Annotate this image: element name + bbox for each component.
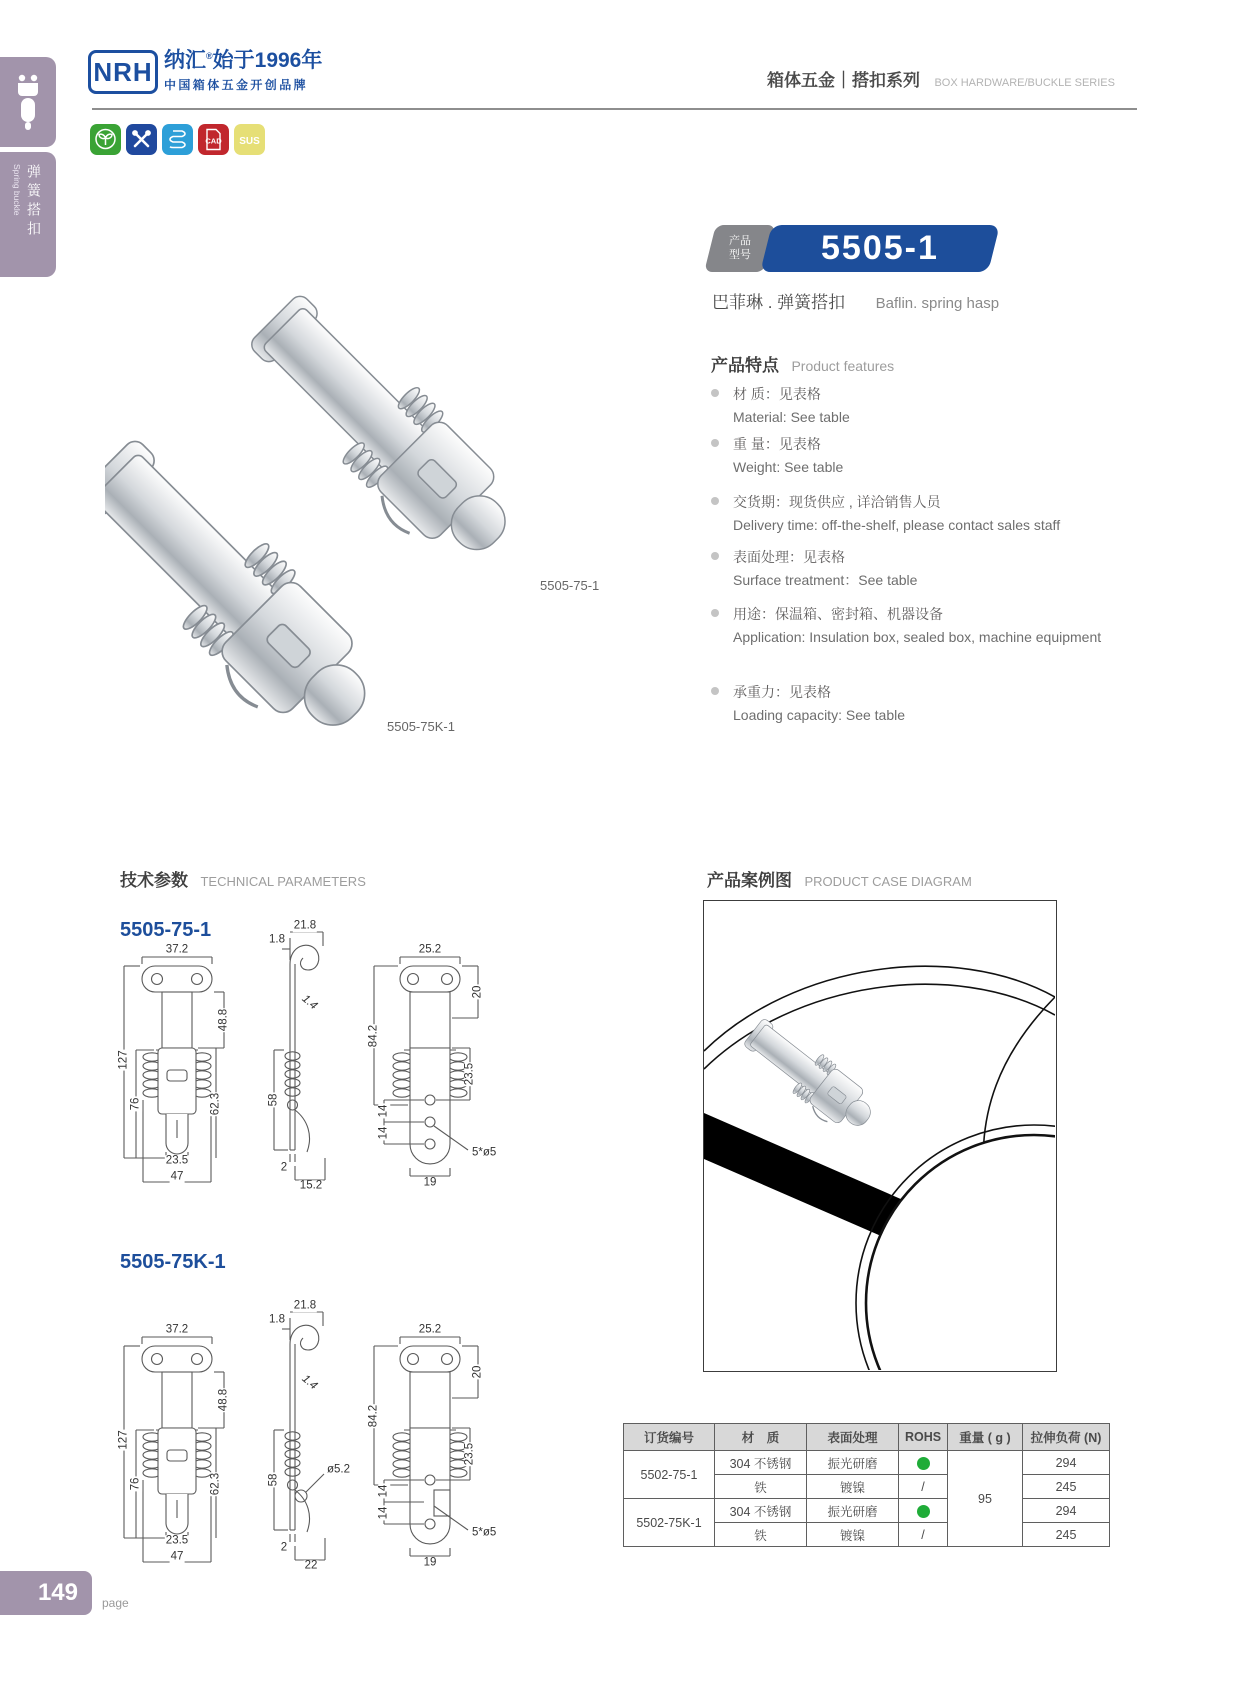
order-no-cell: 5502-75-1 [624,1451,715,1499]
dim-label: 14 [377,1484,390,1498]
rohs-pass-dot [917,1457,930,1470]
dim-label: 62.3 [209,1472,222,1496]
table-row: 铁 镀镍 / 245 [624,1475,1110,1499]
case-diagram-title [707,866,972,891]
dim-label: 127 [117,1050,130,1070]
product-name [712,288,999,313]
brand-text [164,49,322,93]
dim-label: 14 [377,1104,390,1118]
sidebar-category-label-cn: 弹簧搭扣 [26,164,42,240]
model-number: 5505-1 [821,229,939,267]
series-header [767,66,1115,91]
dim-label: 58 [267,1473,280,1487]
dim-label: 47 [170,1170,184,1183]
rohs-pass-dot [917,1505,930,1518]
sus-icon [234,124,265,155]
dim-label: 23.5 [165,1154,189,1167]
dim-label: 127 [117,1430,130,1450]
col-weight: 重量 ( g ) [948,1424,1023,1451]
photo-label: 5505-75-1 [540,578,600,593]
feature-icons-row [90,124,265,155]
bullet-icon [711,609,719,617]
tech-params-title [120,866,366,891]
dim-label: 5*ø5 [472,1146,497,1159]
technical-drawing-5505-75K-1 [112,1280,512,1570]
rohs-cell: / [899,1523,948,1547]
sidebar-category-tab [0,152,56,277]
dim-label: 47 [170,1550,184,1563]
model-number-badge [760,225,1000,272]
bullet-icon [711,552,719,560]
bullet-icon [711,439,719,447]
series-title-cn: 箱体五金｜搭扣系列 [767,71,920,90]
col-rohs: ROHS [899,1424,948,1451]
features-title-cn: 产品特点 [711,356,779,375]
col-material: 材 质 [715,1424,807,1451]
features-title-en: Product features [791,358,895,374]
header-divider [92,108,1137,110]
dim-label: 15.2 [299,1179,323,1192]
dim-label: 25.2 [418,943,442,956]
table-header-row [624,1424,1110,1451]
dim-label: 19 [423,1556,437,1569]
spec-table [623,1423,1110,1547]
feature-item: 承重力：见表格 Loading capacity: See table [711,682,1123,724]
product-name-en: Baflin. spring hasp [875,295,1000,312]
product-case-diagram [703,900,1057,1372]
dim-label: 2 [280,1161,288,1174]
table-row: 5502-75-1 304 不锈钢 振光研磨 95 294 [624,1451,1110,1475]
rohs-cell: / [899,1475,948,1499]
drawing-model-heading: 5505-75-1 [120,919,212,941]
rohs-cell [899,1451,948,1475]
dim-label: 21.8 [293,919,317,932]
case-title-en: PRODUCT CASE DIAGRAM [804,874,972,889]
dim-label: 21.8 [293,1299,317,1312]
feature-item: 用途：保温箱、密封箱、机器设备 Application: Insulation box, sealed box, machine equipment [711,604,1123,646]
dim-label: ø5.2 [327,1463,351,1476]
nrh-logo [88,50,158,94]
dim-label: 20 [471,985,484,999]
dim-label: 5*ø5 [472,1526,497,1539]
dim-label: 2 [280,1541,288,1554]
col-surface: 表面处理 [807,1424,899,1451]
dim-label: 84.2 [367,1404,380,1428]
photo-label: 5505-75K-1 [387,719,455,734]
dim-label: 22 [304,1559,318,1572]
dim-label: 37.2 [165,1323,189,1336]
page-number: 149 [37,1579,78,1606]
dim-label: 84.2 [367,1024,380,1048]
dim-label: 25.2 [418,1323,442,1336]
page-label: page [102,1596,129,1610]
page-number-box [0,1571,92,1615]
dim-label: 20 [471,1365,484,1379]
bullet-icon [711,389,719,397]
brand-line2: 中国箱体五金开创品牌 [164,78,309,93]
eco-icon [90,124,121,155]
weight-cell: 95 [948,1451,1023,1547]
tech-title-cn: 技术参数 [120,871,188,890]
sidebar-category-label-en: Spring buckle [12,164,22,216]
product-photos [105,250,675,740]
dim-label: 1.4 [299,992,320,1013]
rohs-cell [899,1499,948,1523]
technical-drawing-5505-75-1 [112,900,512,1190]
dim-label: 19 [423,1176,437,1189]
dim-label: 23.5 [463,1442,476,1466]
hasp-icon [13,71,43,133]
dim-label: 76 [129,1097,142,1111]
col-order-no: 订货编号 [624,1424,715,1451]
feature-item: 重 量：见表格 Weight: See table [711,434,1123,476]
bullet-icon [711,687,719,695]
case-diagram-art [704,901,1055,1370]
dim-label: 23.5 [463,1062,476,1086]
col-load: 拉伸负荷 (N) [1023,1424,1110,1451]
dim-label: 23.5 [165,1534,189,1547]
features-title [711,351,894,376]
order-no-cell: 5502-75K-1 [624,1499,715,1547]
model-label-text: 产品 型号 [729,235,751,262]
dim-label: 1.4 [299,1372,320,1393]
dim-label: 48.8 [217,1388,230,1412]
spring-icon [162,124,193,155]
design-tools-icon [126,124,157,155]
sidebar-category-icon-box [0,57,56,147]
feature-item: 材 质：见表格 Material: See table [711,384,1123,426]
dim-label: 14 [377,1506,390,1520]
dim-label: 76 [129,1477,142,1491]
dim-label: 1.8 [269,933,285,946]
dim-label: 37.2 [165,943,189,956]
drawing-model-heading: 5505-75K-1 [120,1251,226,1273]
dim-label: 58 [267,1093,280,1107]
feature-item: 表面处理：见表格 Surface treatment：See table [711,547,1123,589]
feature-item: 交货期：现货供应 , 详洽销售人员 Delivery time: off-the-shelf, please contact sales staff [711,492,1123,534]
brand-line1: 纳汇®始于1996年 [164,49,323,72]
dim-label: 14 [377,1126,390,1140]
dim-label: 1.8 [269,1313,285,1326]
cad-icon [198,124,229,155]
table-row: 铁 镀镍 / 245 [624,1523,1110,1547]
dim-label: 62.3 [209,1092,222,1116]
sus-icon-label: SUS [239,136,260,147]
case-title-cn: 产品案例图 [707,871,792,890]
bullet-icon [711,497,719,505]
product-name-cn: 巴菲琳 . 弹簧搭扣 [712,293,846,312]
dim-label: 48.8 [217,1008,230,1032]
table-row: 5502-75K-1 304 不锈钢 振光研磨 294 [624,1499,1110,1523]
cad-icon-label: CAD [205,136,222,146]
series-title-en: BOX HARDWARE/BUCKLE SERIES [934,77,1115,89]
photo-hasp-5505-75-1 [231,281,533,583]
registered-mark: ® [206,51,213,61]
nrh-logo-text: NRH [93,56,153,87]
tech-title-en: TECHNICAL PARAMETERS [200,874,366,889]
